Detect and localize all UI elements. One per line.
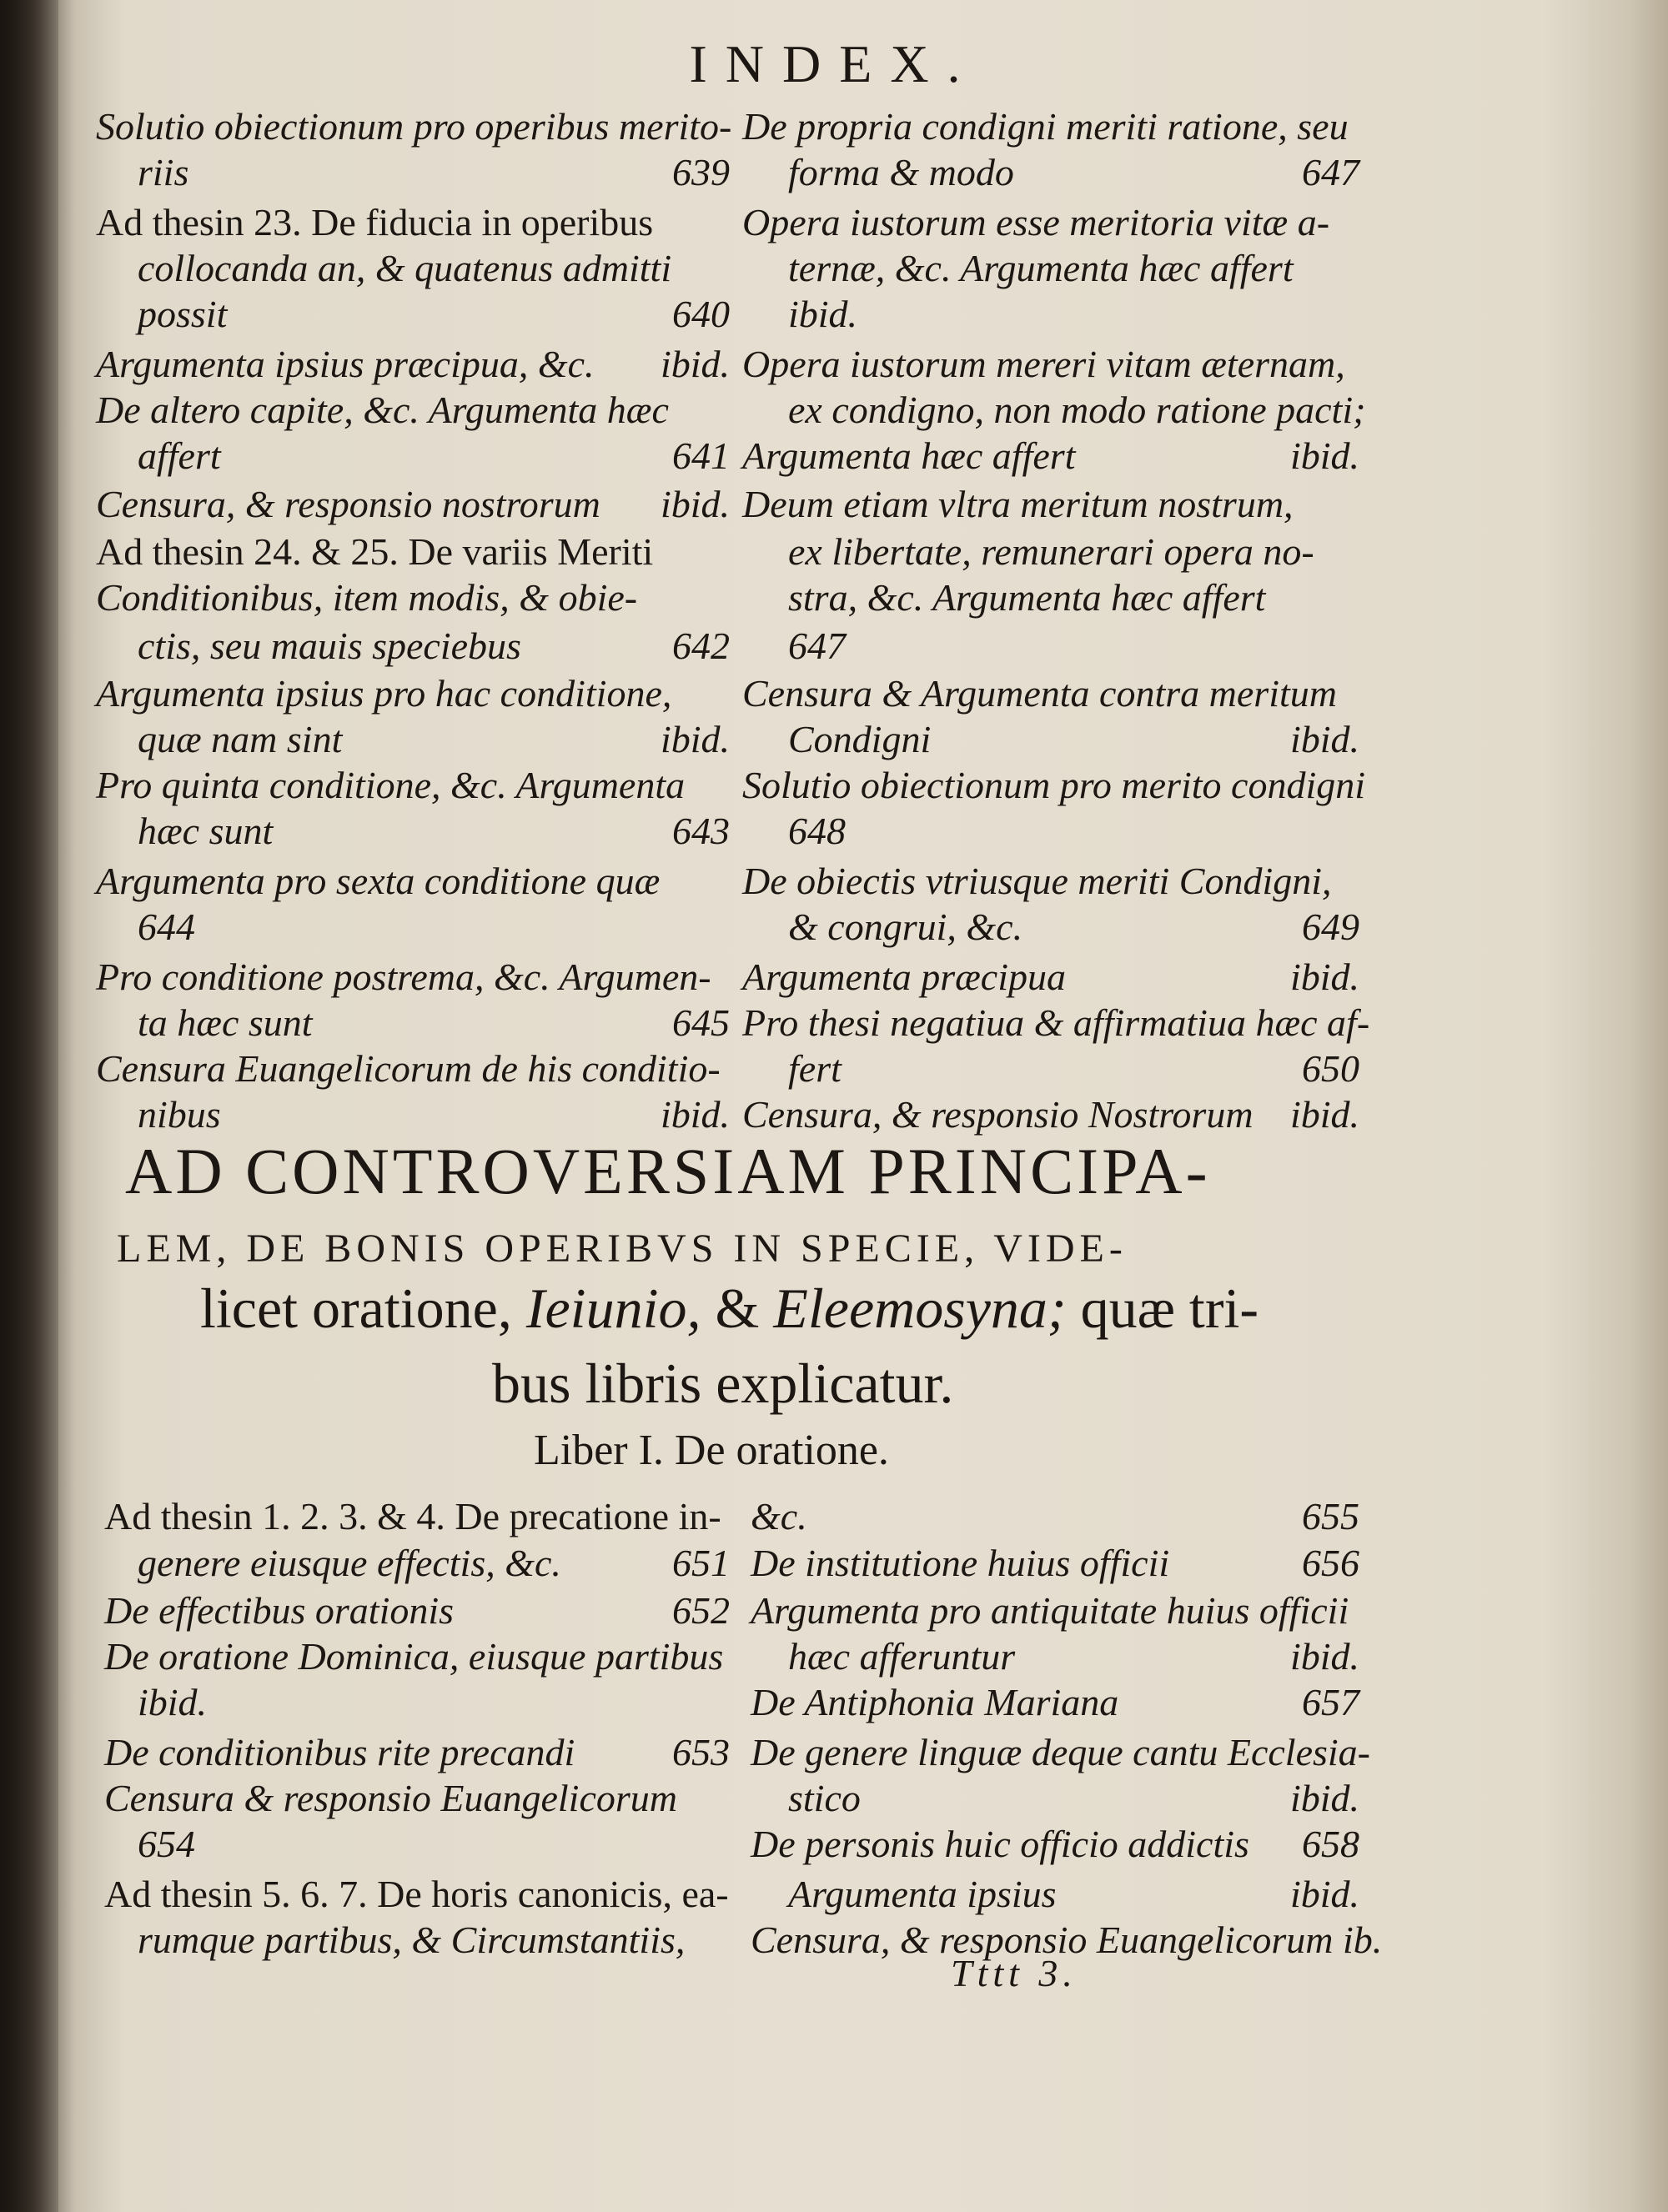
page-reference: ibid. <box>1289 718 1359 760</box>
page-reference: 656 <box>1302 1542 1359 1584</box>
index-entry-line: Argumenta hæc affert <box>742 434 1076 477</box>
page-reference: ibid. <box>1289 956 1359 998</box>
page-reference: ibid. <box>660 343 730 385</box>
index-entry-line: Ad thesin 5. 6. 7. De horis canonicis, ea- <box>104 1873 729 1915</box>
index-entry-line: stico <box>788 1777 861 1819</box>
page-reference: ibid. <box>660 1093 730 1136</box>
index-entry-line: genere eiusque effectis, &c. <box>138 1542 561 1584</box>
index-entry-line: hæc afferuntur <box>788 1635 1016 1678</box>
index-entry-line: nibus <box>138 1093 221 1136</box>
index-entry-line: Solutio obiectionum pro merito condigni <box>742 764 1366 806</box>
index-entry-line: ctis, seu mauis speciebus <box>138 624 521 667</box>
index-entry-line: 644 <box>138 905 195 948</box>
index-entry-line: Pro quinta conditione, &c. Argumenta <box>96 764 686 806</box>
index-entry-line: Censura & Argumenta contra meritum <box>742 672 1337 715</box>
book-subheading: Liber I. De oratione. <box>534 1427 889 1474</box>
index-entry-line: stra, &c. Argumenta hæc affert <box>788 576 1266 619</box>
page-reference: 658 <box>1302 1823 1359 1865</box>
page-reference: ibid. <box>660 483 730 525</box>
page-reference: 642 <box>672 624 730 667</box>
index-entry-line: Argumenta pro sexta conditione quæ <box>96 860 661 902</box>
page-reference: 655 <box>1302 1495 1359 1537</box>
index-entry-line: Opera iustorum esse meritoria vitæ a- <box>742 201 1330 243</box>
page-reference: 647 <box>1302 151 1359 193</box>
index-entry-line: riis <box>138 151 189 193</box>
index-entry-line: De personis huic officio addictis <box>751 1823 1249 1865</box>
index-entry-line: Argumenta ipsius <box>788 1873 1057 1915</box>
page-reference: 651 <box>672 1542 730 1584</box>
index-entry-line: Argumenta ipsius pro hac conditione, <box>96 672 672 715</box>
index-entry-line: De Antiphonia Mariana <box>751 1681 1119 1723</box>
section-heading-line-1: AD CONTROVERSIAM PRINCIPA- <box>125 1135 1211 1207</box>
section-heading-line-3 <box>200 1276 1368 1342</box>
heading-text: Ieiunio, <box>525 1277 701 1340</box>
signature-mark: Tttt 3. <box>951 1952 1078 1994</box>
index-entry-line: Ad thesin 24. & 25. De variis Meriti <box>96 530 654 573</box>
page-reference: 652 <box>672 1589 730 1632</box>
index-entry-line: quæ nam sint <box>138 718 343 760</box>
index-entry-line: Censura & responsio Euangelicorum <box>104 1777 677 1819</box>
index-entry-line: Pro thesi negatiua & affirmatiua hæc af- <box>742 1001 1370 1044</box>
index-entry-line: &c. <box>751 1495 807 1537</box>
running-head: INDEX. <box>689 34 979 93</box>
index-entry-line: collocanda an, & quatenus admitti <box>138 247 672 289</box>
page-reference: 639 <box>672 151 730 193</box>
page-reference: 650 <box>1302 1047 1359 1090</box>
index-entry-line: De genere linguæ deque cantu Ecclesia- <box>751 1731 1370 1773</box>
index-entry-line: De institutione huius officii <box>751 1542 1170 1584</box>
index-entry-line: 654 <box>138 1823 195 1865</box>
index-entry-line: fert <box>788 1047 842 1090</box>
index-entry-line: 647 <box>788 624 846 667</box>
index-entry-line: rumque partibus, & Circumstantiis, <box>138 1919 686 1961</box>
index-entry-line: Conditionibus, item modis, & obie- <box>96 576 638 619</box>
index-entry-line: De conditionibus rite precandi <box>104 1731 575 1773</box>
page-reference: ibid. <box>1289 434 1359 477</box>
page-reference: 645 <box>672 1001 730 1044</box>
index-entry-line: De obiectis vtriusque meriti Condigni, <box>742 860 1332 902</box>
heading-text: licet oratione, <box>200 1277 512 1340</box>
index-entry-line: Argumenta præcipua <box>742 956 1066 998</box>
index-entry-line: De oratione Dominica, eiusque partibus <box>104 1635 724 1678</box>
index-entry-line: ex condigno, non modo ratione pacti; <box>788 389 1366 431</box>
index-entry-line: & congrui, &c. <box>788 905 1023 948</box>
index-entry-line: ternæ, &c. Argumenta hæc affert <box>788 247 1294 289</box>
page-reference: 641 <box>672 434 730 477</box>
section-heading-line-4: bus libris explicatur. <box>492 1352 954 1415</box>
index-entry-line: affert <box>138 434 221 477</box>
index-entry-line: ibid. <box>138 1681 208 1723</box>
page-reference: 649 <box>1302 905 1359 948</box>
index-entry-line: Condigni <box>788 718 932 760</box>
index-entry-line: Censura, & responsio nostrorum <box>96 483 600 525</box>
index-entry-line: Censura, & responsio Euangelicorum ib. <box>751 1919 1383 1961</box>
index-entry-line: hæc sunt <box>138 810 274 852</box>
index-entry-line: De effectibus orationis <box>104 1589 455 1632</box>
page-reference: ibid. <box>660 718 730 760</box>
index-entry-line: ibid. <box>788 293 858 335</box>
index-entry-line: Deum etiam vltra meritum nostrum, <box>742 483 1294 525</box>
page-reference: 640 <box>672 293 730 335</box>
index-entry-line: Opera iustorum mereri vitam æternam, <box>742 343 1345 385</box>
index-entry-line: ta hæc sunt <box>138 1001 313 1044</box>
index-entry-line: Pro conditione postrema, &c. Argumen- <box>96 956 711 998</box>
index-entry-line: 648 <box>788 810 846 852</box>
page-reference: ibid. <box>1289 1873 1359 1915</box>
page-reference: ibid. <box>1289 1093 1359 1136</box>
index-entry-line: forma & modo <box>788 151 1014 193</box>
index-entry-line: Ad thesin 23. De fiducia in operibus <box>96 201 654 243</box>
page-reference: 643 <box>672 810 730 852</box>
index-entry-line: De altero capite, &c. Argumenta hæc <box>96 389 669 431</box>
heading-text: Eleemosyna; <box>773 1277 1067 1340</box>
index-entry-line: Ad thesin 1. 2. 3. & 4. De precatione in- <box>104 1495 721 1537</box>
page-reference: 653 <box>672 1731 730 1773</box>
page-reference: 657 <box>1302 1681 1359 1723</box>
page-reference: ibid. <box>1289 1635 1359 1678</box>
index-entry-line: Censura, & responsio Nostrorum <box>742 1093 1254 1136</box>
index-entry-line: Censura Euangelicorum de his conditio- <box>96 1047 721 1090</box>
gutter-shadow <box>0 0 58 2212</box>
index-entry-line: Argumenta ipsius præcipua, &c. <box>96 343 595 385</box>
heading-text: & <box>715 1277 760 1340</box>
heading-text: quæ tri- <box>1080 1277 1259 1340</box>
index-entry-line: ex libertate, remunerari opera no- <box>788 530 1314 573</box>
page-reference: ibid. <box>1289 1777 1359 1819</box>
index-entry-line: Solutio obiectionum pro operibus merito- <box>96 105 732 148</box>
index-entry-line: possit <box>138 293 228 335</box>
section-heading-line-2: LEM, DE BONIS OPERIBVS IN SPECIE, VIDE- <box>117 1226 1128 1271</box>
index-entry-line: Argumenta pro antiquitate huius officii <box>751 1589 1349 1632</box>
index-entry-line: De propria condigni meriti ratione, seu <box>742 105 1349 148</box>
